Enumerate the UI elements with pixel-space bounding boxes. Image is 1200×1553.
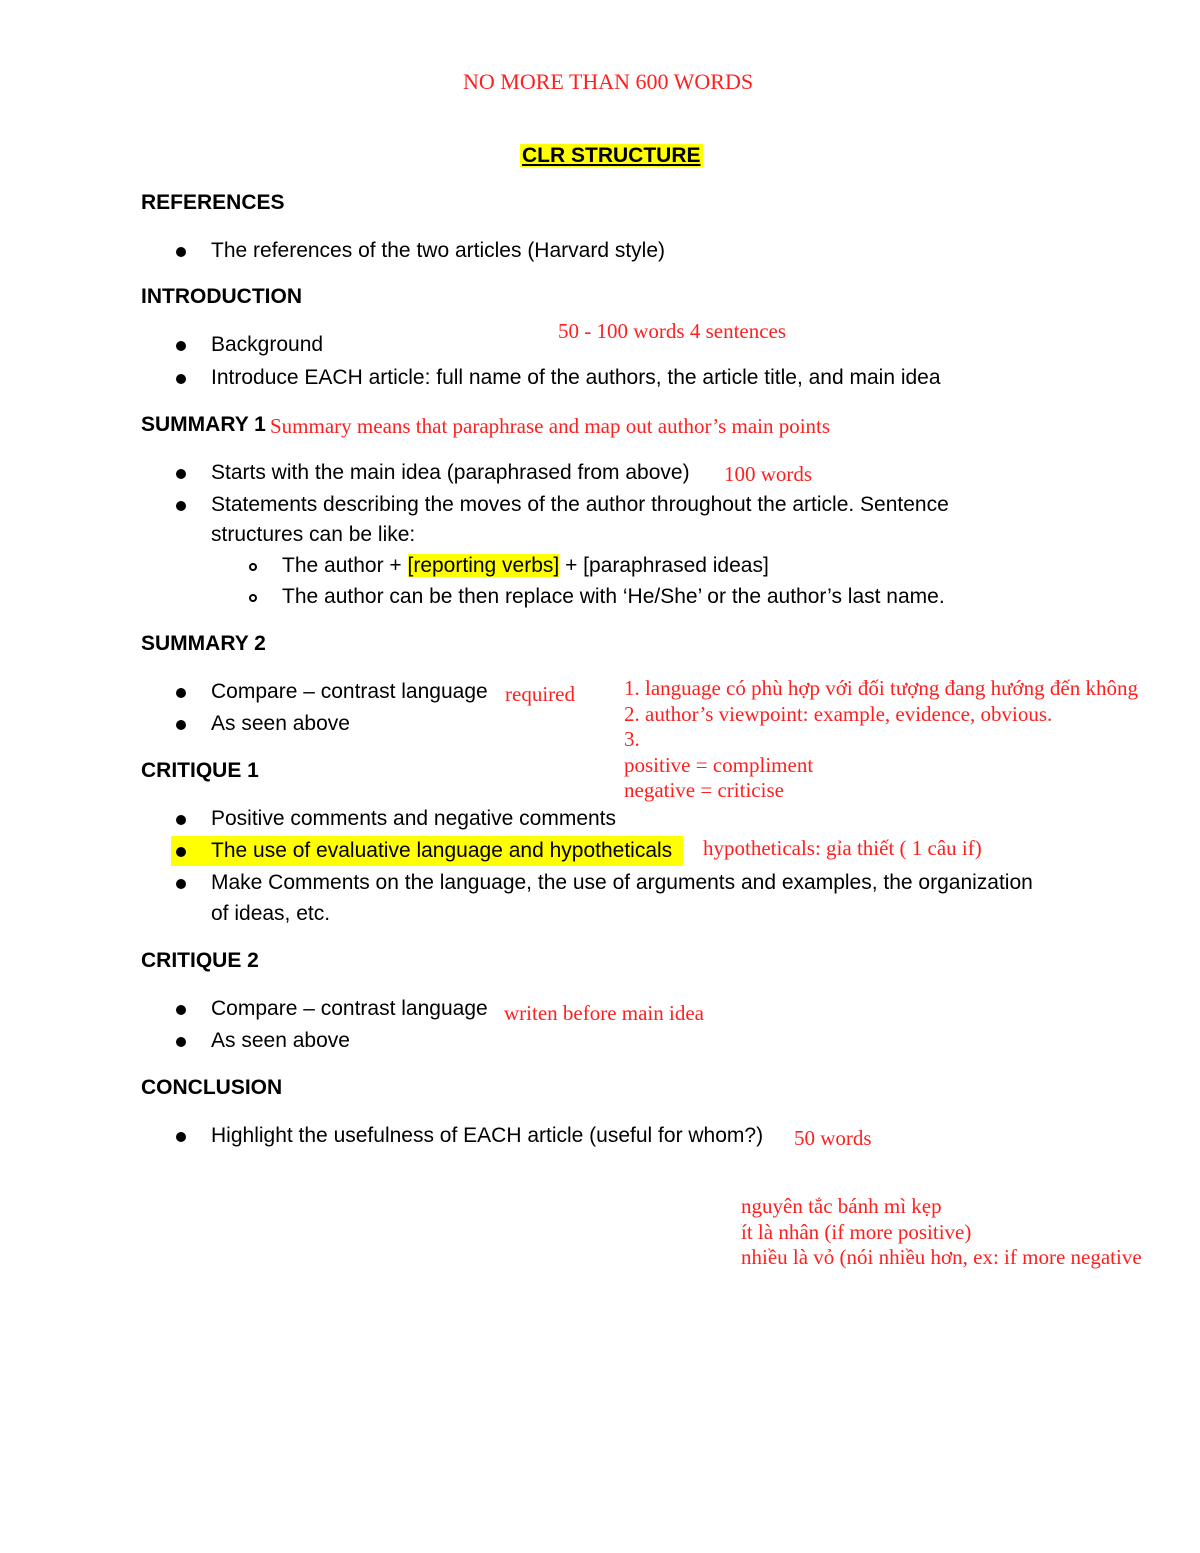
summary1-item: Starts with the main idea (paraphrased from above) <box>211 461 690 484</box>
written-before-note: writen before main idea <box>504 1001 704 1025</box>
summary1-heading: SUMMARY 1 <box>141 413 266 436</box>
summary2-item: As seen above <box>211 712 350 735</box>
critique-note-line: 3. <box>624 727 640 751</box>
references-item: The references of the two articles (Harvard style) <box>211 239 666 262</box>
summary1-sub-item <box>282 553 769 578</box>
critique2-item: As seen above <box>211 1029 350 1052</box>
summary2-heading: SUMMARY 2 <box>141 632 266 655</box>
references-heading: REFERENCES <box>141 191 285 214</box>
summary1-item-continued: structures can be like: <box>211 523 416 546</box>
critique-note-line: 2. author’s viewpoint: example, evidence, obvious. <box>624 702 1053 726</box>
bullet-icon <box>176 1132 186 1142</box>
bullet-icon <box>176 1037 186 1047</box>
critique2-item: Compare – contrast language <box>211 997 488 1020</box>
reporting-verbs-highlight: [reporting verbs] <box>407 554 560 577</box>
conclusion-item: Highlight the usefulness of EACH article (useful for whom?) <box>211 1124 764 1147</box>
critique1-item: Positive comments and negative comments <box>211 807 617 830</box>
sandwich-note-line: nhiều là vỏ (nói nhiều hơn, ex: if more negative <box>741 1245 1142 1269</box>
critique1-heading: CRITIQUE 1 <box>141 759 259 782</box>
sub-item-prefix: The author + <box>282 554 408 577</box>
page-title <box>520 143 703 168</box>
conclusion-word-count-note: 50 words <box>794 1126 872 1150</box>
hypotheticals-note: hypotheticals: gỉa thiết ( 1 câu if) <box>703 836 982 860</box>
introduction-heading: INTRODUCTION <box>141 285 302 308</box>
introduction-item: Introduce EACH article: full name of the authors, the article title, and main idea <box>211 366 941 389</box>
summary-word-count-note: 100 words <box>724 462 813 486</box>
critique1-item-continued: of ideas, etc. <box>211 902 331 925</box>
required-note: required <box>505 682 575 706</box>
bullet-icon <box>176 815 186 825</box>
bullet-icon <box>176 374 186 384</box>
sub-item-rest: + [paraphrased ideas] <box>559 554 769 577</box>
bullet-icon <box>176 879 186 889</box>
critique-note-line: negative = criticise <box>624 778 784 802</box>
summary2-item: Compare – contrast language <box>211 680 488 703</box>
bullet-icon <box>176 501 186 511</box>
conclusion-heading: CONCLUSION <box>141 1076 283 1099</box>
bullet-icon <box>176 1005 186 1015</box>
bullet-icon <box>176 469 186 479</box>
bullet-icon <box>176 720 186 730</box>
critique-note-line: positive = compliment <box>624 753 814 777</box>
circle-bullet-icon <box>249 563 257 571</box>
introduction-item: Background <box>211 333 324 356</box>
summary1-sub-item: The author can be then replace with ‘He/She’ or the author’s last name. <box>282 585 945 608</box>
critique2-heading: CRITIQUE 2 <box>141 949 259 972</box>
critique-note-line: 1. language có phù hợp với đối tượng đang hướng đến không <box>624 676 1138 700</box>
bullet-icon <box>176 247 186 257</box>
page-title-text: CLR STRUCTURE <box>522 144 701 167</box>
circle-bullet-icon <box>249 594 257 602</box>
word-limit-note: NO MORE THAN 600 WORDS <box>463 69 754 94</box>
summary1-item: Statements describing the moves of the author throughout the article. Sentence <box>211 493 949 516</box>
sandwich-note-line: ít là nhân (if more positive) <box>741 1220 972 1244</box>
sandwich-note-line: nguyên tắc bánh mì kẹp <box>741 1194 942 1218</box>
bullet-icon <box>176 847 186 857</box>
critique1-item-highlighted: The use of evaluative language and hypotheticals <box>211 839 673 862</box>
bullet-icon <box>176 688 186 698</box>
summary-meaning-note: Summary means that paraphrase and map out author’s main points <box>270 414 831 438</box>
critique1-item: Make Comments on the language, the use of arguments and examples, the organization <box>211 871 1033 894</box>
bullet-icon <box>176 341 186 351</box>
intro-word-count-note: 50 - 100 words 4 sentences <box>558 319 787 343</box>
